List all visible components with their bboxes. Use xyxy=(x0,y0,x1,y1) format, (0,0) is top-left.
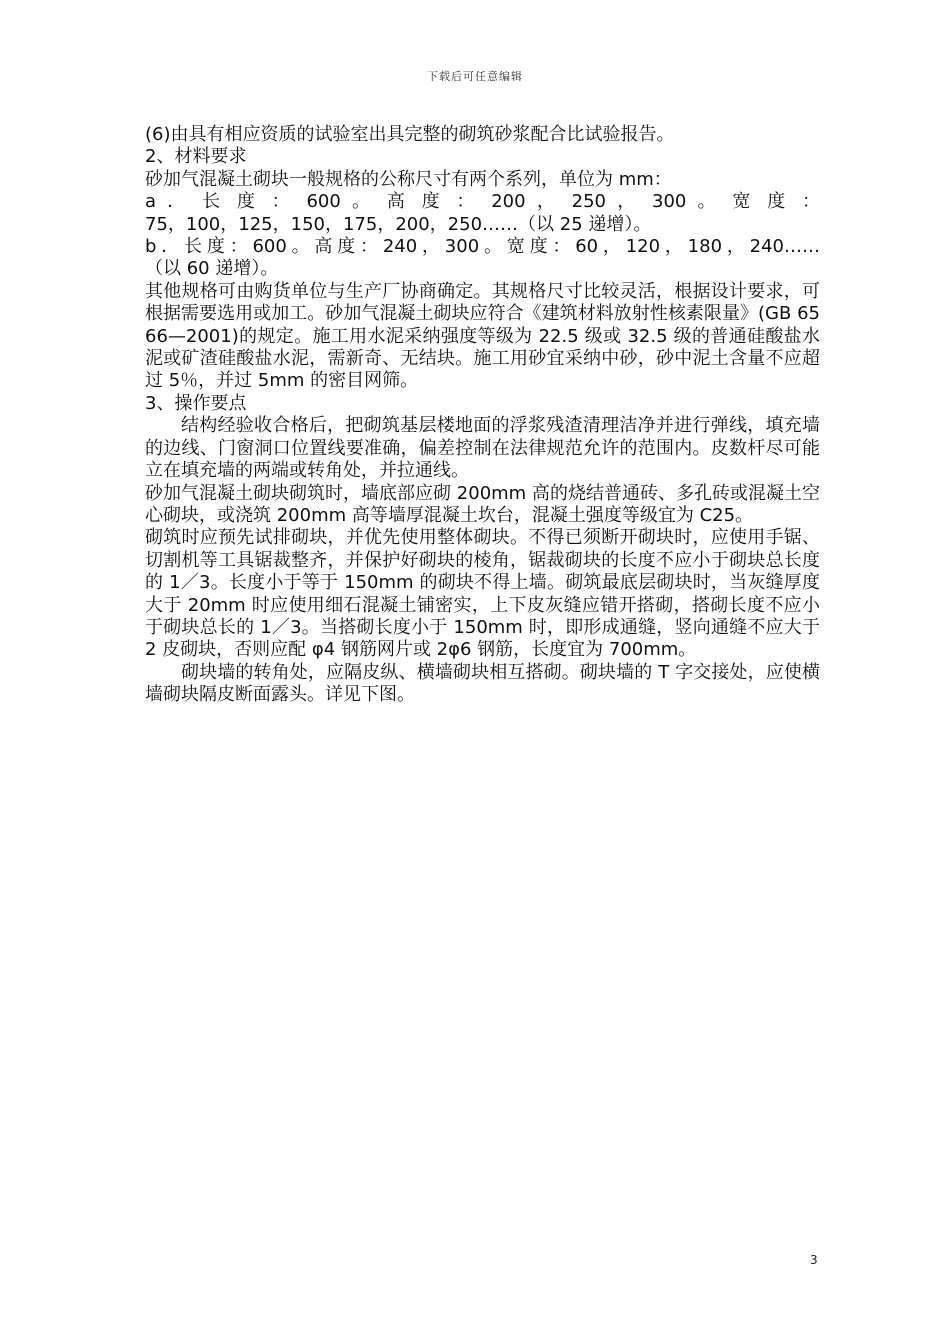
paragraph-block-sizes-intro: 砂加气混凝土砌块一般规格的公称尺寸有两个系列，单位为 mm： xyxy=(145,168,672,190)
paragraph-series-a-line2: 75，100，125，150，175，200，250……（以 25 递增）。 xyxy=(145,213,652,235)
paragraph-test-report: (6)由具有相应资质的试验室出具完整的砌筑砂浆配合比试验报告。 xyxy=(145,124,675,145)
paragraph-other-specs: 其他规格可由购货单位与生产厂协商确定。其规格尺寸比较灵活，根据设计要求，可根据需要选用或加工。砂加气混凝土砌块应符合《建筑材料放射性核素限量》(GB 6566—2001)的规定。施工用水泥采纳强度等级为 22.5 级或 32.5 级的普通硅酸盐水泥或矿渣硅酸盐水泥，需新奇、无结块。施工用砂宜采纳中砂，砂中泥土含量不应超过 5％，并过 5mm 的密目网筛。 xyxy=(145,280,820,392)
page-header-note: 下载后可任意编辑 xyxy=(427,70,523,83)
paragraph-series-b-line2: （以 60 递增）。 xyxy=(145,258,279,280)
section-heading-operation-points: 3、操作要点 xyxy=(145,392,247,414)
paragraph-series-a-line1: a ． 长 度 ： 600 。 高 度 ： 200 ， 250 ， 300 。 宽 度 ： xyxy=(145,191,820,213)
document-body xyxy=(145,124,820,707)
paragraph-wall-base: 砂加气混凝土砌块砌筑时，墙底部应砌 200mm 高的烧结普通砖、多孔砖或混凝土空心砌块，或浇筑 200mm 高等墙厚混凝土坎台，混凝土强度等级宜为 C25。 xyxy=(145,482,820,526)
page-number: 3 xyxy=(810,1253,818,1267)
section-heading-material-requirements: 2、材料要求 xyxy=(145,146,247,168)
paragraph-corner-joints: 砌块墙的转角处，应隔皮纵、横墙砌块相互搭砌。砌块墙的 T 字交接处，应使横墙砌块隔皮断面露头。详见下图。 xyxy=(145,661,820,706)
paragraph-series-b-line1: b．长度：600。高度：240，300。宽度：60，120，180，240…… xyxy=(145,236,820,258)
paragraph-layout-lines: 结构经验收合格后，把砌筑基层楼地面的浮浆残渣清理洁净并进行弹线，填充墙的边线、门窗洞口位置线要准确，偏差控制在法律规范允许的范围内。皮数杆尽可能立在填充墙的两端或转角处，并拉通线。 xyxy=(145,415,820,482)
paragraph-block-cutting: 砌筑时应预先试排砌块，并优先使用整体砌块。不得已须断开砌块时，应使用手锯、切割机等工具锯裁整齐，并保护好砌块的棱角，锯裁砌块的长度不应小于砌块总长度的 1／3。长度小于等于 150mm 的砌块不得上墙。砌筑最底层砌块时，当灰缝厚度大于 20mm 时应使用细石混凝土铺密实，上下皮灰缝应错开搭砌，搭砌长度不应小于砌块总长的 1／3。当搭砌长度小于 150mm 时，即形成通缝，竖向通缝不应大于 2 皮砌块，否则应配 φ4 钢筋网片或 2φ6 钢筋，长度宜为 700mm。 xyxy=(145,527,820,661)
